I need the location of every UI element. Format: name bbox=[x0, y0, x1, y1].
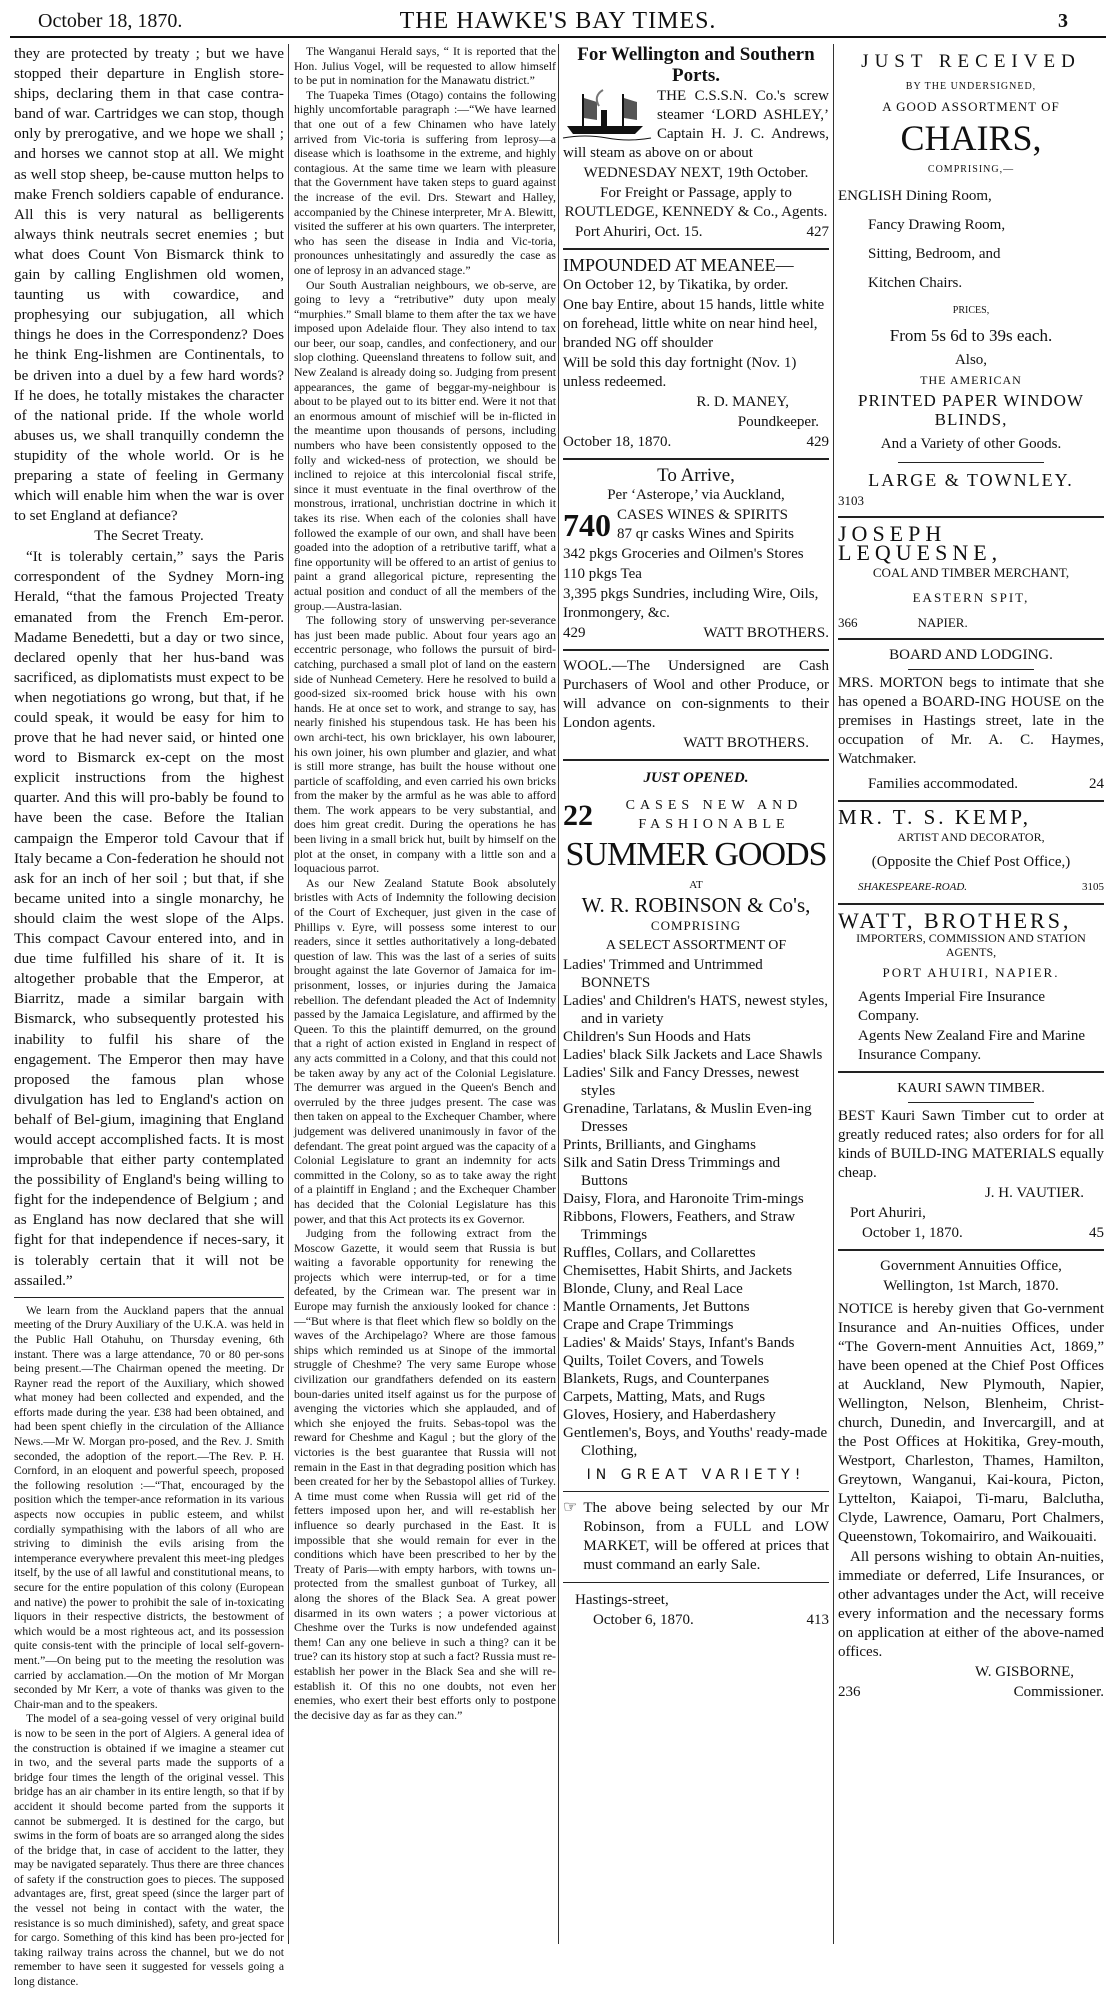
pointing-hand-icon: ☞ bbox=[563, 1499, 578, 1516]
divider bbox=[838, 638, 1104, 640]
divider bbox=[563, 649, 829, 651]
ad-line: Families accommodated. bbox=[868, 776, 1018, 792]
goods-item: Grenadine, Tarlatans, & Muslin Even-ing Dresses bbox=[563, 1101, 812, 1135]
ad-line: SHAKESPEARE-ROAD. bbox=[858, 881, 968, 893]
section-heading: The Secret Treaty. bbox=[94, 528, 204, 545]
goods-item: Ladies' black Silk Jackets and Lace Shawls bbox=[563, 1047, 823, 1063]
ad-line: 342 pkgs Groceries and Oilmen's Stores bbox=[563, 546, 804, 562]
ad-line: One bay Entire, about 15 hands, little white on forehead, little white on near hind heel, branded NG off shoulder bbox=[563, 297, 825, 351]
ad-line: Per ‘Asterope,’ via Auckland, bbox=[607, 487, 785, 503]
column-3 bbox=[563, 44, 829, 1944]
goods-item: Gloves, Hosiery, and Haberdashery bbox=[563, 1407, 776, 1423]
ad-role: Poundkeeper. bbox=[737, 414, 819, 430]
chair-type: Kitchen Chairs. bbox=[868, 275, 963, 291]
goods-item: Daisy, Flora, and Haronoite Trim-mings bbox=[563, 1191, 804, 1207]
ad-firm: W. R. ROBINSON & Co's, bbox=[581, 893, 811, 917]
ad-heading: To Arrive, bbox=[657, 465, 735, 486]
ad-number: 429 bbox=[563, 625, 586, 641]
ad-body: The above being selected by our Mr Robinson, from a FULL and LOW MARKET, will be offered at prices that must command an early Sale. bbox=[583, 1500, 829, 1573]
article-paragraph: We learn from the Auckland papers that the annual meeting of the Drury Auxiliary of the U.K.A. was held in the Public Hall Otahuhu, on Thursday evening, 6th instant. There was a large attendance, 70 or 80 per-sons being present.—The Chairman opened the meeting. Dr Rayner read the report of the Auxiliary, which showed what money had been collected and expended, and the efforts made during the year. £38 had been obtained, and had been spent chiefly in the circulation of the Alliance News.—Mr W. Morgan pro-posed, and the Rev. J. Smith seconded, the adoption of the report.—The Rev. P. H. Cornford, in an eloquent and powerful speech, proposed the following resolution :—“That, encouraged by the position which the temper-ance reformation in its various aspects now occupies in public esteem, and whilst cordially sympathising with the labors of all who are striving to diminish the evils arising from the intemperance everywhere prevalent this meet-ing pledges itself, by the use of all lawful and constitutional means, to secure for the entire population of this colony (European and native) the power to prohibit the sale of in-toxicating liquors in their respective districts, the bestowment of which would be a most righteous act, and its possession quite consis-tent with the principle of local self-govern-ment.”—On being put to the meeting the resolution was carried by acclamation.—On the motion of Mr Morgan seconded by Mr Kerr, a vote of thanks was given to the Chair-man and to the speakers. bbox=[14, 1303, 284, 1711]
ad-date: Wellington, 1st March, 1870. bbox=[883, 1278, 1059, 1294]
ad-body: MRS. MORTON begs to intimate that she has opened a BOARD-ING HOUSE on the premises in Hastings street, late in the occupation of Mr. A. C. Haymes, Watchmaker. bbox=[838, 675, 1104, 767]
ad-heading: For Wellington and Southern Ports. bbox=[577, 44, 815, 86]
steamship-icon bbox=[563, 88, 651, 142]
issue-date: October 18, 1870. bbox=[38, 10, 183, 32]
case-count: 22 bbox=[563, 798, 593, 832]
article-paragraph: The model of a sea-going vessel of very original build is now to be seen in the port of Algiers. A general idea of the construction is obtained if we imagine a steamer cut in two, and the several parts made the supports of a bridge four times the length of the original vessel. This bridge has an air chamber in its entire length, so that if by accident it should become parted from the supports it cannot be submerged. It is destined for the cargo, but swims in the form of boats are so arranged along the sides of the bridge that, in case of accident to the latter, they may be navigated separately. Thus there are three chances of safety if the construction goes to pieces. The supposed advantages are, first, great speed (since the larger part of the vessel not being in contact with the water, the resistance is so much diminished), safety, and great space for cargo. Something of this kind has been pro-jected for taking railway trains across the channel, but we do not remember to have seen it suggested for vessels going a long distance. bbox=[14, 1712, 284, 1989]
divider bbox=[838, 800, 1104, 802]
ad-date: October 1, 1870. bbox=[862, 1225, 963, 1241]
column-rule bbox=[288, 44, 289, 1944]
ad-body: NOTICE is hereby given that Go-vernment Insurance and An-nuities Offices, under “The Govern-ment Annuities Act, 1869,” have been opened at the Chief Post Offices at Auckland, New Plymouth, Napier, Wellington, Nelson, Blenheim, Christ-church, Dunedin, and Invercargill, and at the Post Offices at Hokitika, Grey-mouth, Westport, Charleston, Thames, Hamilton, Greytown, Wanganui, Kai-koura, Picton, Lyttelton, Kaiapoi, Ti-maru, Balclutha, Clyde, Lawrence, Oamaru, Port Chalmers, Queenstown, Tokomairiro, and Waikouaiti. bbox=[838, 1301, 1104, 1545]
ad-line: NAPIER. bbox=[917, 615, 968, 630]
ad-heading: Government Annuities Office, bbox=[880, 1258, 1062, 1274]
ad-signature: WATT BROTHERS. bbox=[683, 735, 809, 751]
divider bbox=[838, 1249, 1104, 1251]
goods-item: Gentlemen's, Boys, and Youths' ready-made Clothing, bbox=[563, 1425, 828, 1459]
ad-summer-goods bbox=[563, 769, 829, 1630]
divider bbox=[563, 1491, 829, 1492]
ad-line: IN GREAT VARIETY! bbox=[586, 1467, 806, 1483]
ad-place: Port Ahuriri, Oct. 15. bbox=[575, 224, 703, 240]
ad-line: COMPRISING,— bbox=[927, 164, 1015, 175]
ad-headline: SUMMER GOODS bbox=[565, 836, 827, 873]
ad-line: EASTERN SPIT, bbox=[912, 590, 1030, 605]
ad-line: AT bbox=[689, 879, 703, 891]
ad-body: BEST Kauri Sawn Timber cut to order at greatly reduced rates; also orders for for all kinds of BUILD-ING MATERIALS equally cheap. bbox=[838, 1108, 1104, 1181]
ad-body: All persons wishing to obtain An-nuities, immediate or deferred, Life Insurances, or other advantages under the Act, will receive every information and the necessary forms on application at either of the above-named offices. bbox=[838, 1549, 1104, 1660]
ad-headline: CHAIRS, bbox=[900, 118, 1042, 158]
article-paragraph: As our New Zealand Statute Book absolutely bristles with Acts of Indemnity the following decision of the Court of Exchequer, just given in the case of Phillips v. Eyre, will possess some interest to our readers, since it settles authoritatively a long-debated question of law. This was the last of a series of suits brought against the late Governor of Jamaica for im-prisonment, losses, or injuries during the Jamaica rebellion. The defendant pleaded the Act of Indemnity passed by the Jamaica Legislature, and affirmed by the Queen. To this the plaintiff demurred, on the ground that a right of action existed in England in respect of any acts committed in a Colony, and that this could not be taken away by any act of the Colonial Legislature. The demurrer was argued in the Queen's Bench and overruled by the three judges present. The case was then taken on appeal to the Exchequer Chamber, where judgement was delivered unanimously in favor of the defendant. The great point argued was the capacity of a Colonial Legislature to grant an indemnity for acts committed in the Colony, so as to take away the right of a plaintiff in England ; and the Exchequer Chamber has decided that the Colonial Legislature has this power, and that this Act protects its ex Governor. bbox=[294, 875, 556, 1226]
ad-heading: JUST OPENED. bbox=[643, 770, 749, 786]
divider bbox=[898, 462, 1044, 463]
goods-item: Ladies' Silk and Fancy Dresses, newest styles bbox=[563, 1065, 799, 1099]
divider bbox=[838, 903, 1104, 905]
divider bbox=[563, 248, 829, 250]
ad-place: Port Ahuriri, bbox=[850, 1205, 926, 1221]
ad-line: Also, bbox=[954, 352, 988, 368]
sailing-date: WEDNESDAY NEXT, 19th October. bbox=[583, 165, 809, 181]
ad-kemp bbox=[838, 805, 1104, 897]
ad-line: Agents Imperial Fire Insurance Company. bbox=[858, 989, 1046, 1024]
divider bbox=[14, 1297, 284, 1298]
goods-item: Blankets, Rugs, and Counterpanes bbox=[563, 1371, 770, 1387]
goods-item: Chemisettes, Habit Shirts, and Jackets bbox=[563, 1263, 793, 1279]
article-paragraph: Judging from the following extract from the Moscow Gazette, it would seem that Russia is but waiting a favorable opportunity for renewing the projects which were interrup-ted, or for a time defeated, by the Crimean war. The present war in Europe may furnish the anxiously looked for chance :—“But where is that fleet which flew so boldly on the waves of the Archipelago? Where are those famous ships which reminded us at Sinope of the immortal struggle of Cheshme? The very same Europe whose civilization our grandfathers defended on its eastern boun-daries united itself against us for the purpose of avenging the victories which she applauded, and of which she enjoyed the fruits. Sebas-topol was the reward for Cheshme and Kagul ; but the glory of the victories is the best guarantee that Russia will not remain in the East in that degrading position which has been created for her by the Sebastopol allies of Turkey. A time must come when Russia will get rid of the fetters imposed upon her, and will re-establish her influence so dearly purchased in the East. It is impossible that she would remain for ever in the conditions which have been prescribed to her by the Treaty of Paris—with empty harbors, with towns un-protected from the smallest gunboat of Turkey, all along the shores of the Black Sea. A great power disarmed in its own waters ; a power victorious at Cheshme over the Turks is now undefended against them! Can any one believe in such a thing? can it be true? can its history stop at such a fact? Russia must re-establish her power in the Black Sea and she will re-establish it. Of this no one doubts, not even her enemies, who exert their best efforts only to postpone the decisive day as far as they can.” bbox=[294, 1226, 556, 1722]
ad-line: COMPRISING bbox=[650, 918, 742, 933]
ad-number: 236 bbox=[838, 1684, 861, 1700]
ad-heading: JUST RECEIVED bbox=[861, 51, 1081, 72]
goods-item: Prints, Brilliants, and Ginghams bbox=[563, 1137, 756, 1153]
ad-line: ARTIST AND DECORATOR, bbox=[897, 830, 1045, 844]
ad-line: CASES WINES & SPIRITS bbox=[617, 507, 789, 523]
ad-line: 87 qr casks Wines and Spirits bbox=[617, 526, 795, 542]
ad-number: 366 bbox=[838, 615, 858, 630]
ad-signature: J. H. VAUTIER. bbox=[984, 1185, 1084, 1201]
ad-number: 429 bbox=[806, 434, 829, 450]
ad-line: Agents New Zealand Fire and Marine Insurance Company. bbox=[858, 1028, 1086, 1063]
masthead-rule bbox=[10, 36, 1106, 38]
ad-place: Hastings-street, bbox=[575, 1592, 669, 1608]
ad-number: 413 bbox=[806, 1612, 829, 1628]
goods-item: Ladies' and Children's HATS, newest styles, and in variety bbox=[563, 993, 828, 1027]
column-4 bbox=[838, 44, 1104, 1944]
article-paragraph: Our South Australian neighbours, we ob-serve, are going to levy a “retributive” duty upon mealy “murphies.” Small blame to them after the tax we have imposed upon Adelaide flour. They also intend to tax our beer, our soap, candles, and confectionery, and our slop clothing. Queensland threatens to follow suit, and New Zealand is already doing so. Judging from present appearances, the game of beggar-my-neighbour is about to be played out to its bitter end. Were it not that an enormous amount of mischief will be in-flicted in the meantime upon thousands of persons, including numbers who have been consistently opposed to the folly and wicked-ness of protection, we should be inclined to rejoice at this intercolonial fiscal strife, since it must eventuate in the final overthrow of the monstrous, irrational, unchristian doctrine in which it takes its rise. When each of the colonies shall have followed the example of our own, and shall have been goaded into the adoption of a retributive tariff, what a fine opportunity will be offered to an artist of genius to paint a grand allegorical picture, representing the actual position and conduct of all the members of the group.—Austra-lasian. bbox=[294, 277, 556, 613]
ad-line: 3,395 pkgs Sundries, including Wire, Oils, Ironmongery, &c. bbox=[563, 586, 819, 621]
ad-chairs bbox=[838, 52, 1104, 510]
ad-line: A GOOD ASSORTMENT OF bbox=[882, 99, 1060, 114]
goods-item: Carpets, Matting, Mats, and Rugs bbox=[563, 1389, 766, 1405]
ad-firm: MR. T. S. KEMP, bbox=[838, 805, 1032, 829]
masthead bbox=[38, 8, 1078, 34]
ad-heading: KAURI SAWN TIMBER. bbox=[897, 1081, 1045, 1096]
goods-item: Blonde, Cluny, and Real Lace bbox=[563, 1281, 743, 1297]
ad-line: And a Variety of other Goods. bbox=[880, 436, 1062, 452]
goods-item: Mantle Ornaments, Jet Buttons bbox=[563, 1299, 750, 1315]
ad-signature: WATT BROTHERS. bbox=[703, 625, 829, 641]
goods-item: Ruffles, Collars, and Collarettes bbox=[563, 1245, 756, 1261]
article-paragraph: “It is tolerably certain,” says the Paris correspondent of the Sydney Morn-ing Herald, “that the famous Projected Treaty emanated from the French Em-peror. Madame Benedetti, but a day or two since, declared openly that her hus-band was sacrificed, as diplomatists must expect to be when negotiations go wrong, but that, if he could speak, it would be easy for him to prove that he had never said, or hinted one word to Bismarck ex-cept on the most explicit instructions from the highest quarter. And this will pro-bably be found to have been the case. Before the Italian campaign the Emperor told Cavour that if Italy became a Con-federation he should not ask for an inch of her soil ; but that, if she became united into a single monarchy, he should claim the west slope of the Alps. This compact Cavour entered into, and in due time fulfilled his share of it. It is altogether probable that the Emperor, at Biarritz, made a similar bargain with Bismarck, who subsequently protested his inability to fulfil his share of the engagement. The Emperor then may have proposed the famous plan whose divulgation has led to England's action on behalf of Bel-gium, imagining that England would accept accomplished facts. It is most improbable that either party contemplated the possibility of England's being willing to fight for the independence of Belgium ; and as England has now declared that she will fight for that independence if neces-sary, it is tolerably certain that it will not be assailed.” bbox=[14, 548, 284, 1289]
ad-line: BY THE UNDERSIGNED, bbox=[905, 81, 1037, 92]
article-paragraph: The Wanganui Herald says, “ It is reported that the Hon. Julius Vogel, will be requested to allow himself to be put in nomination for the Manawatu district.” bbox=[294, 44, 556, 88]
newspaper-title: THE HAWKE'S BAY TIMES. bbox=[399, 8, 717, 34]
ad-firm: LARGE & TOWNLEY. bbox=[868, 470, 1074, 490]
ad-signature: R. D. MANEY, bbox=[696, 394, 789, 410]
ad-kauri-timber bbox=[838, 1079, 1104, 1243]
ad-board-lodging bbox=[838, 646, 1104, 794]
goods-item: Crape and Crape Trimmings bbox=[563, 1317, 734, 1333]
ad-lequesne bbox=[838, 521, 1104, 632]
ad-line: CASES NEW AND FASHIONABLE bbox=[625, 798, 803, 832]
goods-item: Ladies' Trimmed and Untrimmed BONNETS bbox=[563, 957, 763, 991]
divider bbox=[838, 1071, 1104, 1073]
ad-heading: IMPOUNDED AT MEANEE— bbox=[563, 255, 794, 275]
ad-contact: For Freight or Passage, apply to ROUTLEDGE, KENNEDY & Co., Agents. bbox=[564, 185, 828, 220]
ad-date: October 6, 1870. bbox=[593, 1612, 694, 1628]
ad-government-annuities bbox=[838, 1257, 1104, 1702]
ad-to-arrive bbox=[563, 466, 829, 643]
ad-signature: W. GISBORNE, bbox=[974, 1664, 1074, 1680]
ad-line: (Opposite the Chief Post Office,) bbox=[871, 854, 1071, 870]
ad-line: PRICES, bbox=[952, 305, 990, 316]
ad-impounded bbox=[563, 256, 829, 452]
article-paragraph: The following story of unswerving per-severance has just been made public. About four years ago an eccentric personage, who follows the pursuit of bird-catching, purchased a small plot of land on the eastern side of Nunhead Cemetery. Here he resolved to build a good-sized six-roomed brick house with his own hands. He at once set to work, and strange to say, has nearly finished his stupendous task. He has been his own archi-tect, his own bricklayer, his own labourer, his own joiner, his own plumber and glazier, and what is still more strange, has built the house without one particle of scaffolding, and even carried his own bricks from the maker by the armful as he was able to afford them. The work appears to be very substantial, and does him great credit. During the operations he has been living in a small brick hut, built by himself on the plot at the onset, in company with a little son and a loquacious parrot. bbox=[294, 613, 556, 876]
goods-item: Children's Sun Hoods and Hats bbox=[563, 1029, 751, 1045]
ad-line: PRINTED PAPER WINDOW BLINDS, bbox=[858, 391, 1084, 429]
chair-type: ENGLISH Dining Room, bbox=[838, 188, 992, 204]
ad-number: 3103 bbox=[838, 493, 864, 508]
column-rule bbox=[833, 44, 834, 1944]
ad-line: IMPORTERS, COMMISSION AND STATION AGENTS, bbox=[856, 931, 1086, 959]
ad-body: WOOL.—The Undersigned are Cash Purchasers of Wool and other Produce, or will advance on con-signments to their London agents. bbox=[563, 658, 829, 731]
ad-number: 24 bbox=[1089, 776, 1104, 792]
ad-watt-brothers bbox=[838, 908, 1104, 1065]
ad-wellington-ports bbox=[563, 44, 829, 242]
ad-wool bbox=[563, 657, 829, 753]
divider bbox=[563, 759, 829, 761]
goods-item: Ladies' & Maids' Stays, Infant's Bands bbox=[563, 1335, 795, 1351]
ad-line: On October 12, by Tikatika, by order. bbox=[563, 277, 789, 293]
column-1 bbox=[14, 44, 284, 1989]
chair-type: Sitting, Bedroom, and bbox=[868, 246, 1001, 262]
goods-item: Silk and Satin Dress Trimmings and Buttons bbox=[563, 1155, 781, 1189]
ad-line: PORT AHUIRI, NAPIER. bbox=[882, 965, 1060, 980]
goods-item: Quilts, Toilet Covers, and Towels bbox=[563, 1353, 764, 1369]
article-paragraph: The Tuapeka Times (Otago) contains the following highly uncomfortable paragraph :—“We have learned that one out of a few Chinamen who have lately arrived from Vic-toria is suffering from leprosy—a disease which is loathsome in the extreme, and highly contagious. At the same time we learn with pleasure that the Government have taken steps to guard against the increase of the evil. Drs. Stewart and Halley, accompanied by the Chinese interpreter, Mr A. Blewitt, visited the sufferer at his own quarters. The interpreter, who has seen the disease in India and Vic-toria, pronounces unhesitatingly and assuredly the case as one of leprosy in an advanced stage.” bbox=[294, 87, 556, 277]
ad-body: THE C.S.S.N. Co.'s screw steamer ‘LORD ASHLEY,’ Captain H. J. C. Andrews, will steam as above on or about bbox=[563, 88, 829, 161]
ad-role: Commissioner. bbox=[1013, 1684, 1104, 1700]
divider bbox=[563, 1582, 829, 1583]
divider bbox=[908, 1102, 1034, 1103]
article-paragraph: they are protected by treaty ; but we have stopped their departure in English store-ships, declaring them in that case contra-band of war. Cartridges we can stop, though only by prerogative, and we hope we shall ; and horses we cannot stop at all. We might as well stop sheep, be-cause mutton helps to make French soldiers capable of endurance. All this is very natural as belligerents always think neutrals secret enemies ; but what does Count Von Bismarck think to gain by calling Englishmen old women, taunting us with cowardice, and prophesying our subjugation, all which things he does in the Correspondenz? Does he think Eng-lishmen are Continentals, to be driven into a duel by a few hard words? If he does, he totally mistakes the character of the national pride. If the whole world abuses us, we shall tranquilly condemn the stupidity of the whole world. Or is he preparing a state of feeling in Germany which will enable him when the war is over to set England at defiance? bbox=[14, 45, 284, 525]
divider bbox=[908, 669, 1034, 670]
goods-item: Ribbons, Flowers, Feathers, and Straw Trimmings bbox=[563, 1209, 796, 1243]
ad-line: THE AMERICAN bbox=[920, 373, 1022, 387]
ad-firm: JOSEPH LEQUESNE, bbox=[838, 521, 1003, 565]
ad-date: October 18, 1870. bbox=[563, 434, 672, 450]
chair-type: Fancy Drawing Room, bbox=[868, 217, 1006, 233]
ad-line: A SELECT ASSORTMENT OF bbox=[605, 938, 787, 953]
ad-firm: WATT, BROTHERS, bbox=[838, 908, 1072, 933]
ad-number: 3105 bbox=[1082, 881, 1104, 893]
ad-line: COAL AND TIMBER MERCHANT, bbox=[872, 565, 1070, 580]
ad-number: 45 bbox=[1089, 1225, 1104, 1241]
column-2 bbox=[294, 44, 556, 1944]
divider bbox=[838, 516, 1104, 518]
ad-line: Will be sold this day fortnight (Nov. 1) unless redeemed. bbox=[563, 355, 797, 390]
goods-list bbox=[563, 956, 829, 1460]
divider bbox=[563, 458, 829, 460]
column-rule bbox=[558, 44, 559, 1944]
page-number: 3 bbox=[1058, 10, 1068, 32]
ad-heading: BOARD AND LODGING. bbox=[889, 647, 1053, 663]
ad-number: 427 bbox=[806, 224, 829, 240]
price-range: From 5s 6d to 39s each. bbox=[889, 326, 1053, 345]
ad-line: 110 pkgs Tea bbox=[563, 566, 642, 582]
cargo-count: 740 bbox=[563, 506, 611, 543]
